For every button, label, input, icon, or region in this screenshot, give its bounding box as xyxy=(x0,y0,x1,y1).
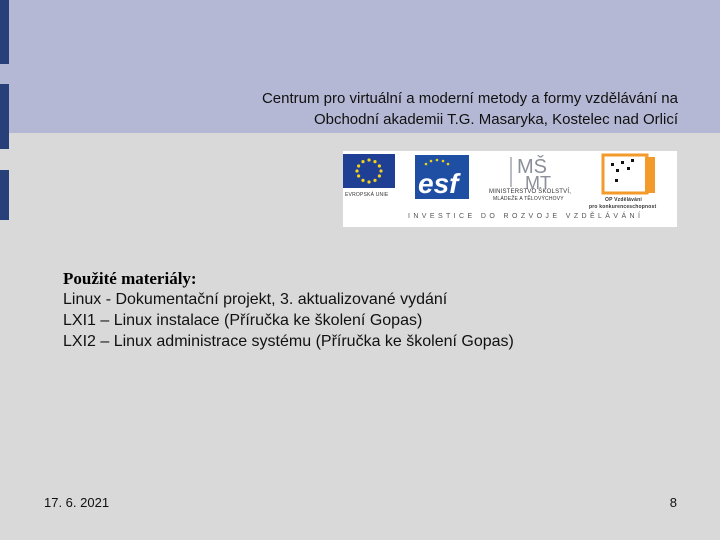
accent-bars xyxy=(0,0,10,540)
msmt-caption-2: MLÁDEŽE A TĚLOVÝCHOVY xyxy=(493,196,564,202)
title-line-1: Centrum pro virtuální a moderní metody a formy vzdělávání na xyxy=(261,90,678,107)
materials-heading: Použité materiály: xyxy=(63,269,197,288)
esf-logo xyxy=(415,155,469,199)
accent-bar xyxy=(0,0,9,64)
eu-caption: EVROPSKÁ UNIE xyxy=(345,192,389,198)
svg-text:esf: esf xyxy=(418,168,459,199)
accent-bar xyxy=(0,170,9,220)
slide-title xyxy=(118,88,678,130)
slide-number: 8 xyxy=(669,495,677,510)
msmt-logo xyxy=(489,153,599,211)
list-item: LXI1 – Linux instalace (Příručka ke školení Gopas) xyxy=(63,312,423,329)
materials-section xyxy=(63,268,683,352)
footer-date: 17. 6. 2021 xyxy=(44,495,110,510)
title-line-2: Obchodní akademii T.G. Masaryka, Kostelec nad Orlicí xyxy=(313,111,678,128)
svg-text:MŠ: MŠ xyxy=(517,156,547,178)
op-caption-1: OP Vzdělávání xyxy=(605,197,642,203)
list-item: LXI2 – Linux administrace systému (Příručka ke školení Gopas) xyxy=(63,333,514,350)
invest-caption: INVESTICE DO ROZVOJE VZDĚLÁVÁNÍ xyxy=(408,213,644,220)
logo-strip xyxy=(343,151,677,227)
op-caption-2: pro konkurenceschopnost xyxy=(589,204,657,210)
msmt-caption-1: MINISTERSTVO ŠKOLSTVÍ, xyxy=(489,189,572,195)
list-item: Linux - Dokumentační projekt, 3. aktualizované vydání xyxy=(63,291,448,308)
svg-text:MT: MT xyxy=(525,173,551,193)
accent-bar xyxy=(0,84,9,149)
